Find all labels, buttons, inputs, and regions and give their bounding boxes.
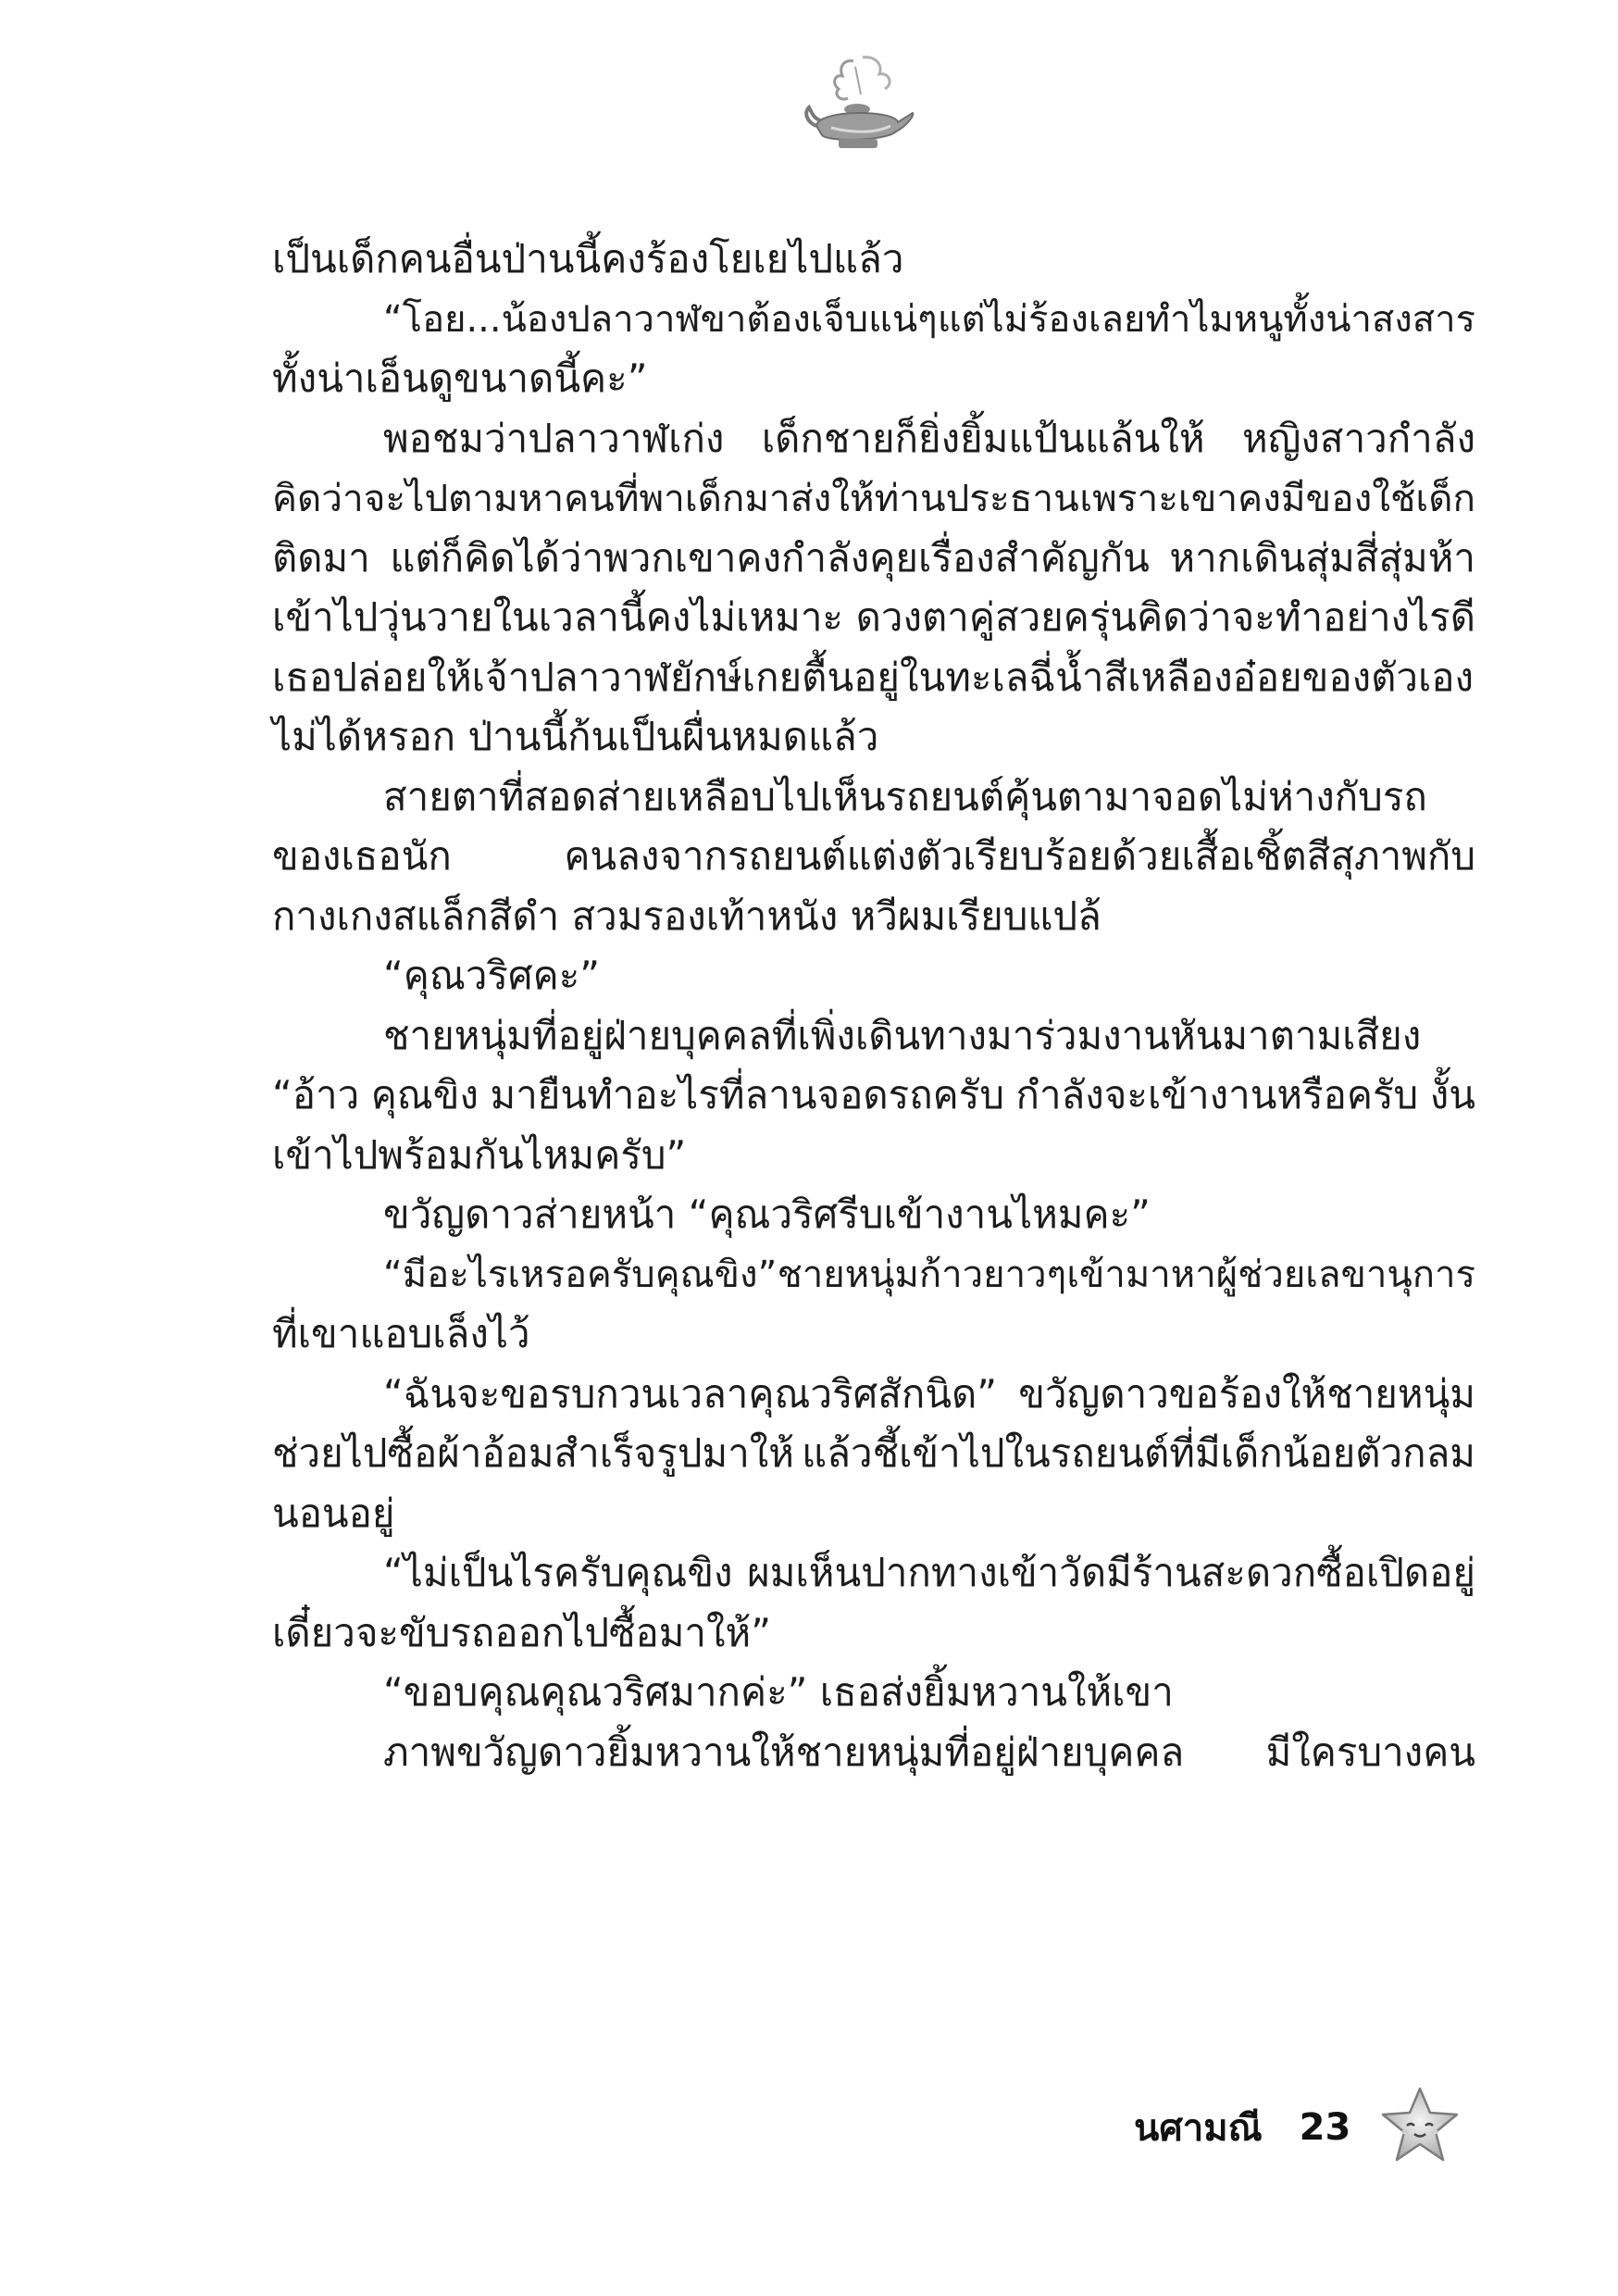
text-line: ติดมา แต่ก็คิดได้ว่าพวกเขาคงกำลังคุยเรื่องสำคัญกัน หากเดินสุ่มสี่สุ่มห้า — [272, 534, 1475, 580]
text-line: คิดว่าจะไปตามหาคนที่พาเด็กมาส่งให้ท่านประธาน เพราะเขาคงมีของใช้เด็ก — [272, 476, 1475, 520]
text-line: ที่เขาแอบเล็งไว้ — [272, 1311, 530, 1356]
text-line: เป็นเด็กคนอื่นป่านนี้คงร้องโยเยไปแล้ว — [272, 236, 904, 281]
text-line: “คุณวริศคะ” — [383, 953, 601, 998]
text-line: พอชมว่าปลาวาฬเก่ง เด็กชายก็ยิ่งยิ้มแป้นแล้นให้ หญิงสาวกำลัง — [383, 415, 1475, 461]
text-line: เข้าไปพร้อมกันไหมครับ” — [272, 1131, 687, 1178]
text-line: เข้าไปวุ่นวายในเวลานี้คงไม่เหมาะ ดวงตาคู่สวยครุ่นคิดว่าจะทำอย่างไรดี — [272, 594, 1475, 640]
genie-lamp-icon — [798, 54, 918, 157]
text-line: “ขอบคุณคุณวริศมากค่ะ” เธอส่งยิ้มหวานให้เขา — [383, 1669, 1174, 1715]
text-line: “ฉันจะขอรบกวนเวลาคุณวริศสักนิด” ขวัญดาวขอร้องให้ชายหนุ่ม — [383, 1370, 1475, 1416]
text-line: กางเกงสแล็กสีดำ สวมรองเท้าหนัง หวีผมเรียบแปล้ — [272, 892, 1101, 939]
text-line: ช่วยไปซื้อผ้าอ้อมสำเร็จรูปมาให้ แล้วชี้เข้าไปในรถยนต์ที่มีเด็กน้อยตัวกลม — [272, 1430, 1475, 1476]
text-line: ของเธอนัก คนลงจากรถยนต์แต่งตัวเรียบร้อยด้วยเสื้อเชิ้ตสีสุภาพกับ — [272, 833, 1475, 879]
text-line: เดี๋ยวจะขับรถออกไปซื้อมาให้” — [272, 1609, 771, 1655]
text-line: เธอปล่อยให้เจ้าปลาวาฬยักษ์เกยตื้นอยู่ในทะเลฉี่น้ำสีเหลืองอ๋อยของตัวเอง — [272, 654, 1475, 700]
page-number: 23 — [1299, 2106, 1351, 2149]
page-footer — [1134, 2095, 1350, 2160]
text-line: นอนอยู่ — [272, 1490, 395, 1536]
text-line: ชายหนุ่มที่อยู่ฝ่ายบุคคลที่เพิ่งเดินทางมาร่วมงานหันมาตามเสียง — [383, 1012, 1422, 1058]
body-text — [272, 230, 1475, 1782]
text-line: สายตาที่สอดส่ายเหลือบไปเห็นรถยนต์คุ้นตามาจอดไม่ห่างกับรถ — [383, 773, 1427, 819]
text-line: “อ้าว คุณขิง มายืนทำอะไรที่ลานจอดรถครับ กำลังจะเข้างานหรือครับ งั้น — [272, 1072, 1475, 1117]
smiling-star-icon — [1379, 2085, 1461, 2165]
text-line: “ไม่เป็นไรครับคุณขิง ผมเห็นปากทางเข้าวัดมีร้านสะดวกซื้อเปิดอยู่ — [383, 1550, 1475, 1595]
text-line: “มีอะไรเหรอครับคุณขิง” ชายหนุ่มก้าวยาวๆ เข้ามาหาผู้ช่วยเลขานุการ — [383, 1253, 1475, 1296]
text-line: ไม่ได้หรอก ป่านนี้ก้นเป็นผื่นหมดแล้ว — [272, 714, 879, 759]
author-name: นศามณี — [1134, 2107, 1263, 2150]
text-line: ภาพขวัญดาวยิ้มหวานให้ชายหนุ่มที่อยู่ฝ่ายบุคคล มีใครบางคน — [383, 1728, 1475, 1775]
text-line: ทั้งน่าเอ็นดูขนาดนี้คะ” — [272, 356, 648, 401]
text-line: “โอย...น้องปลาวาฬขาต้องเจ็บแน่ๆ แต่ไม่ร้องเลย ทำไมหนูทั้งน่าสงสาร — [383, 297, 1475, 341]
text-line: ขวัญดาวส่ายหน้า “คุณวริศรีบเข้างานไหมคะ” — [383, 1192, 1151, 1237]
